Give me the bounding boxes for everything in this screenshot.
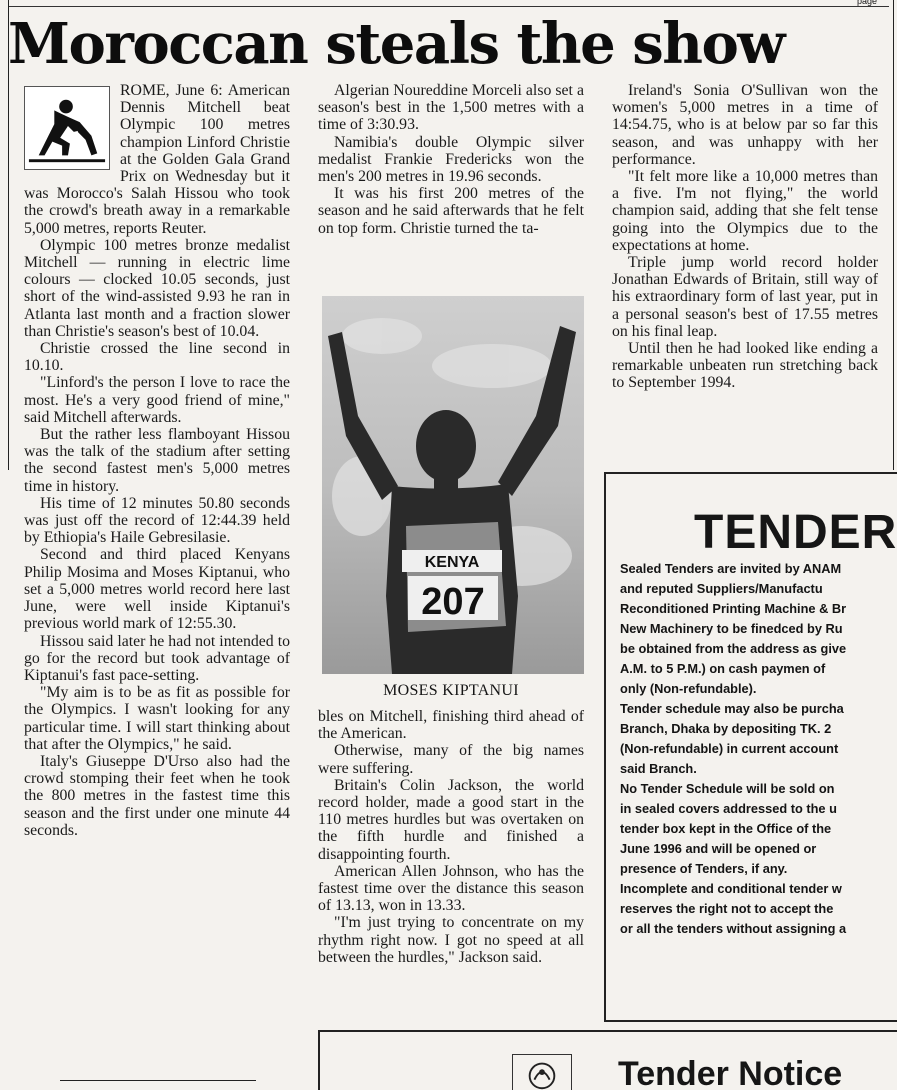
col2-bottom-paragraph: American Allen Johnson, who has the fastest time over the distance this season of 13.13, won in 13.33. [318, 862, 584, 915]
tender-notice-title: Tender Notice [618, 1055, 843, 1090]
tender-line: in sealed covers addressed to the u [620, 801, 837, 816]
tender-paragraph [620, 780, 897, 878]
article-column-2-top [318, 82, 584, 237]
article-column-1 [24, 82, 290, 1082]
tender-line: Sealed Tenders are invited by ANAM [620, 561, 842, 576]
top-rule [8, 6, 889, 7]
col1-paragraph: But the rather less flamboyant Hissou was the talk of the stadium after setting the second fastest men's 5,000 metres time in history. [24, 426, 290, 495]
col1-paragraph: Italy's Giuseppe D'Urso also had the crowd stomping their feet when he took the 800 metres in the fastest time this season and the first under one minute 44 seconds. [24, 752, 290, 839]
tender-line: New Machinery to be finedced by Ru [620, 621, 843, 636]
tender-line: Tender schedule may also be purcha [620, 701, 844, 716]
col2-top-paragraph: Algerian Noureddine Morceli also set a season's best in the 1,500 metres with a time of 3:30.93. [318, 82, 584, 134]
col1-paragraph: Second and third placed Kenyans Philip Mosima and Moses Kiptanui, who set a 5,000 metres world record here last June, were well inside Kiptanui's previous world mark of 12:55.30. [24, 546, 290, 633]
article-column-2-bottom [318, 708, 584, 966]
col1-paragraph: Christie crossed the line second in 10.10. [24, 340, 290, 375]
tender-line: only (Non-refundable). [620, 681, 757, 696]
col2-top-paragraph: It was his first 200 metres of the season and he said afterwards that he felt on top form. Christie turned the ta- [318, 185, 584, 237]
headline: Moroccan steals the show [8, 11, 784, 77]
header-fragment: page [856, 0, 877, 6]
bib-number: 207 [421, 581, 485, 623]
tender-line: A.M. to 5 P.M.) on cash paymen of [620, 661, 826, 676]
tender-line: No Tender Schedule will be sold on [620, 781, 835, 796]
tender-line: tender box kept in the Office of the [620, 821, 832, 836]
col1-paragraph: "My aim is to be as fit as possible for the Olympics. I wasn't looking for any particular time. I will start thinking about that after the Olympics," he said. [24, 684, 290, 753]
col2-bottom-paragraph: Otherwise, many of the big names were suffering. [318, 742, 584, 777]
tender-line: said Branch. [620, 761, 697, 776]
article-end-rule [60, 1080, 256, 1081]
athletics-logo-icon [24, 86, 110, 170]
col2-bottom-paragraph: bles on Mitchell, finishing third ahead of the American. [318, 708, 584, 743]
tender-paragraph [620, 700, 897, 778]
tender-title: TENDER [694, 506, 897, 559]
tender-notice-advertisement [318, 1030, 897, 1090]
tender-advertisement [604, 472, 897, 1022]
tender-line: presence of Tenders, if any. [620, 861, 788, 876]
organization-logo-icon [512, 1054, 572, 1090]
tender-body [620, 560, 897, 940]
col2-bottom-paragraph: Britain's Colin Jackson, the world record holder, made a good start in the 110 metres hurdles but was overtaken on the fifth hurdle and finished a disappointing fourth. [318, 776, 584, 863]
tender-line: or all the tenders without assigning a [620, 921, 847, 936]
col2-bottom-paragraph: "I'm just trying to concentrate on my rhythm right now. I got no speed at all between the hurdles," Jackson said. [318, 914, 584, 966]
tender-paragraph [620, 880, 897, 938]
tender-line: Branch, Dhaka by depositing TK. 2 [620, 721, 832, 736]
col3-paragraph: Until then he had looked like ending a remarkable unbeaten run stretching back to September 1994. [612, 340, 878, 392]
page-top-strip [0, 0, 897, 10]
col3-paragraph: Ireland's Sonia O'Sullivan won the women's 5,000 metres in a time of 14:54.75, who is at below par so far this season, and was unhappy with her performance. [612, 82, 878, 168]
col2-top-paragraph: Namibia's double Olympic silver medalist Frankie Fredericks won the men's 200 metres in 19.96 seconds. [318, 133, 584, 186]
tender-line: and reputed Suppliers/Manufactu [620, 581, 823, 596]
tender-line: Reconditioned Printing Machine & Br [620, 601, 847, 616]
tender-line: be obtained from the address as give [620, 641, 847, 656]
col3-paragraph: "It felt more like a 10,000 metres than a five. I'm not flying," the world champion said, adding that she felt tense going into the Olympics due to the expectations at home. [612, 168, 878, 254]
col1-paragraph: His time of 12 minutes 50.80 seconds was just off the record of 12:44.39 held by Ethiopia's Haile Gebresilasie. [24, 494, 290, 547]
tender-line: June 1996 and will be opened or [620, 841, 817, 856]
col1-paragraph: ROME, June 6: American Dennis Mitchell beat Olympic 100 metres champion Linford Christie at the Golden Gala Grand Prix on Wednesday but it was Morocco's Salah Hissou who took the crowd's breath away in a remarkable 5,000 metres, reports Reuter. [24, 82, 290, 237]
bib-country: KENYA [424, 554, 480, 571]
col1-paragraph: Olympic 100 metres bronze medalist Mitchell — running in electric lime colours — clocked 10.05 seconds, just short of the wind-assisted 9.93 he ran in Atlanta last month and a fraction slower than Christie's season's best of 10.04. [24, 236, 290, 340]
article-column-3 [612, 82, 878, 392]
col1-paragraph: Hissou said later he had not intended to go for the record but took advantage of Kiptanui's fast pace-setting. [24, 632, 290, 684]
tender-line: Incomplete and conditional tender w [620, 881, 842, 896]
col1-paragraph: "Linford's the person I love to race the most. He's a very good friend of mine," said Mitchell afterwards. [24, 374, 290, 426]
tender-line: reserves the right not to accept the [620, 901, 834, 916]
photo-caption: MOSES KIPTANUI [383, 682, 519, 699]
tender-paragraph [620, 560, 897, 698]
athlete-photo [322, 296, 584, 674]
col3-paragraph: Triple jump world record holder Jonathan Edwards of Britain, still way of his extraordinary form of last year, put in a personal season's best of 17.55 metres on his final leap. [612, 254, 878, 340]
tender-line: (Non-refundable) in current account [620, 741, 839, 756]
